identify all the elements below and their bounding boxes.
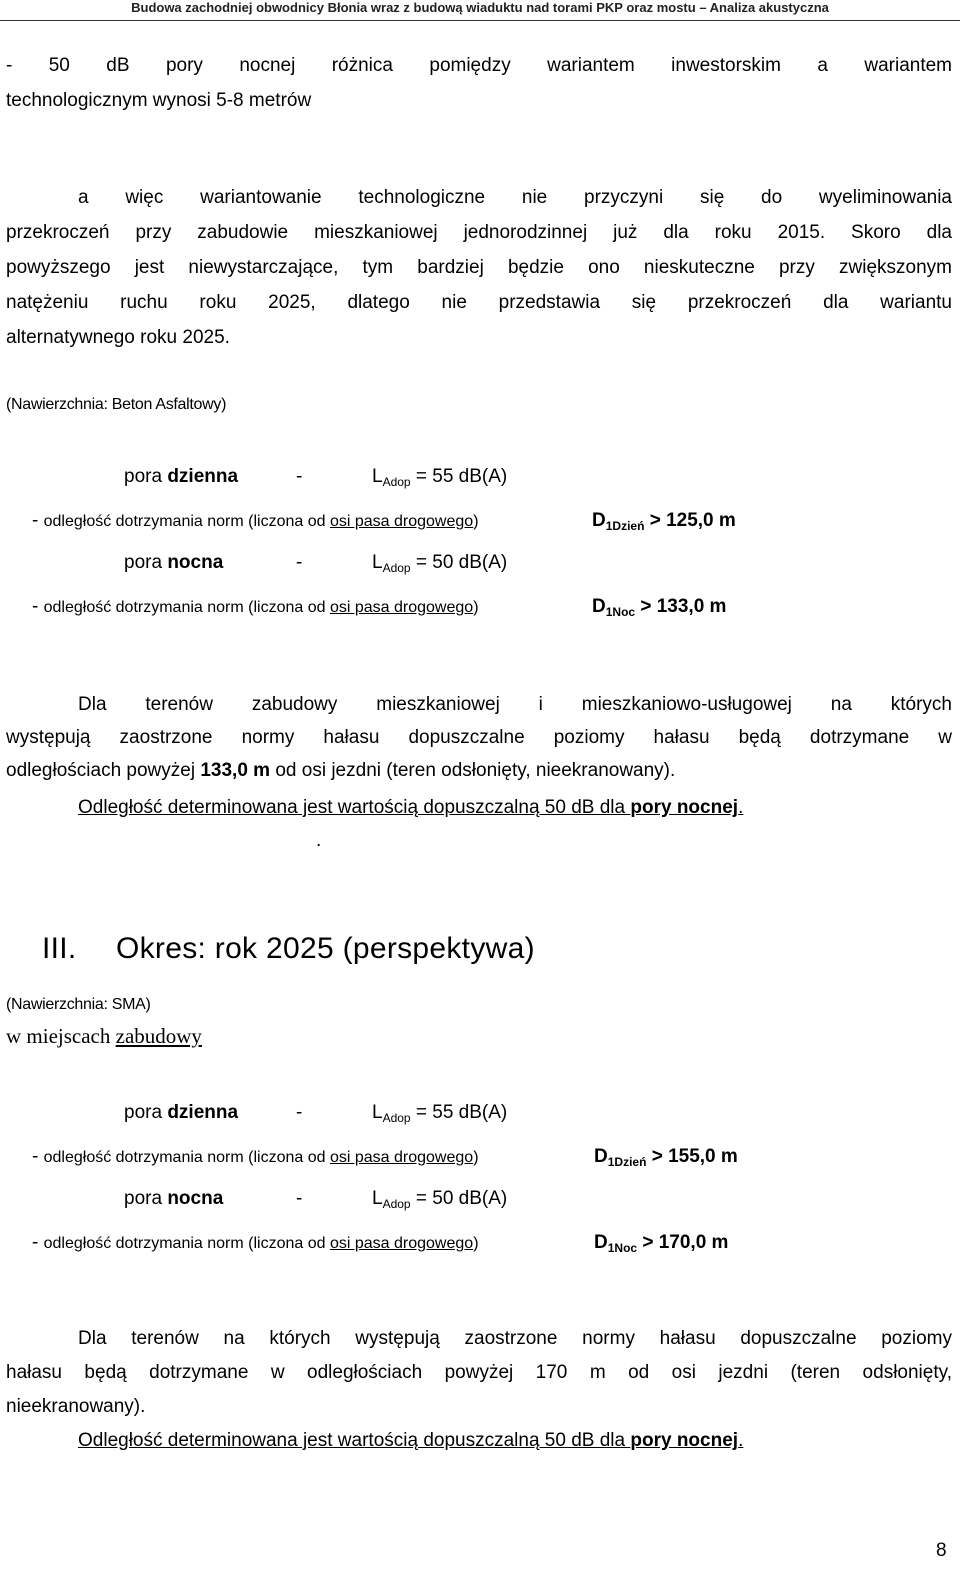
stray-dot: . xyxy=(316,830,322,851)
day-distance-row: - odległość dotrzymania norm (liczona od osi pasa drogowego) xyxy=(32,510,479,531)
text-line: hałasu będą dotrzymane w odległościach powyżej 170 m od osi jezdni (teren odsłonięty, xyxy=(6,1362,952,1383)
paragraph-variant-conclusion xyxy=(6,180,952,355)
text-line: nieekranowany). xyxy=(6,1396,146,1417)
text-line: natężeniu ruchu roku 2025, dlatego nie przedstawia się przekroczeń dla wariantu xyxy=(6,292,952,313)
text-line: Dla terenów na których występują zaostrzone normy hałasu dopuszczalne poziomy xyxy=(78,1328,952,1349)
section-title: Okres: rok 2025 (perspektywa) xyxy=(116,932,535,965)
text-line: alternatywnego roku 2025. xyxy=(6,327,230,348)
night-distance-row: - odległość dotrzymania norm (liczona od osi pasa drogowego) xyxy=(32,596,479,617)
paragraph-residential-zones xyxy=(6,688,952,787)
night-limit: $L_{Adop} = 50$ dB(A) xyxy=(372,552,508,575)
text-line: powyższego jest niewystarczające, tym bardziej będzie ono nieskuteczne przy zwiększonym xyxy=(6,257,952,278)
day-period-label: pora dzienna xyxy=(124,1102,239,1123)
night-dash: - xyxy=(296,1188,303,1209)
day-distance-row: - odległość dotrzymania norm (liczona od osi pasa drogowego) xyxy=(32,1146,479,1167)
text-line: odległościach powyżej 133,0 m od osi jezdni (teren odsłonięty, nieekranowany). xyxy=(6,760,676,781)
text-line: technologicznym wynosi 5-8 metrów xyxy=(6,90,312,111)
night-limit: $L_{Adop} = 50$ dB(A) xyxy=(372,1188,508,1211)
day-dash: - xyxy=(296,1102,303,1123)
night-distance-row: - odległość dotrzymania norm (liczona od osi pasa drogowego) xyxy=(32,1232,479,1253)
surface-label: (Nawierzchnia: SMA) xyxy=(6,996,151,1013)
night-dash: - xyxy=(296,552,303,573)
text-line: - 50 dB pory nocnej różnica pomiędzy wariantem inwestorskim a wariantem xyxy=(6,55,952,76)
text-line: występują zaostrzone normy hałasu dopuszczalne poziomy hałasu będą dotrzymane w xyxy=(6,727,952,748)
night-period-label: pora nocna xyxy=(124,552,224,573)
surface-label: (Nawierzchnia: Beton Asfaltowy) xyxy=(6,396,227,413)
text-line: Dla terenów zabudowy mieszkaniowej i mieszkaniowo-usługowej na których xyxy=(78,694,952,715)
running-header: Budowa zachodniej obwodnicy Błonia wraz z budową wiaduktu nad torami PKP oraz mostu – Analiza akustyczna xyxy=(0,0,960,21)
night-period-label: pora nocna xyxy=(124,1188,224,1209)
day-dash: - xyxy=(296,466,303,487)
day-distance-value: $D_{1Dzień} > 155,0$ m xyxy=(594,1146,738,1169)
night-distance-value: $D_{1Noc} > 170,0$ m xyxy=(594,1232,729,1255)
day-limit: $L_{Adop} = 55$ dB(A) xyxy=(372,1102,508,1125)
paragraph-night-difference xyxy=(6,48,952,118)
conclusion-line: Odległość determinowana jest wartością dopuszczalną 50 dB dla pory nocnej. xyxy=(78,797,744,818)
section-number: III. xyxy=(42,932,77,965)
day-period-label: pora dzienna xyxy=(124,466,239,487)
paragraph-zones-2025 xyxy=(6,1322,952,1424)
text-line: a więc wariantowanie technologiczne nie przyczyni się do wyeliminowania xyxy=(78,187,952,208)
night-distance-value: $D_{1Noc} > 133,0$ m xyxy=(592,596,727,619)
text-line: przekroczeń przy zabudowie mieszkaniowej jednorodzinnej już dla roku 2015. Skoro dla xyxy=(6,222,952,243)
page-number: 8 xyxy=(936,1540,947,1561)
location-label: w miejscach zabudowy xyxy=(6,1024,202,1048)
day-distance-value: $D_{1Dzień} > 125,0$ m xyxy=(592,510,736,533)
day-limit: $L_{Adop} = 55$ dB(A) xyxy=(372,466,508,489)
conclusion-line: Odległość determinowana jest wartością dopuszczalną 50 dB dla pory nocnej. xyxy=(78,1430,744,1451)
